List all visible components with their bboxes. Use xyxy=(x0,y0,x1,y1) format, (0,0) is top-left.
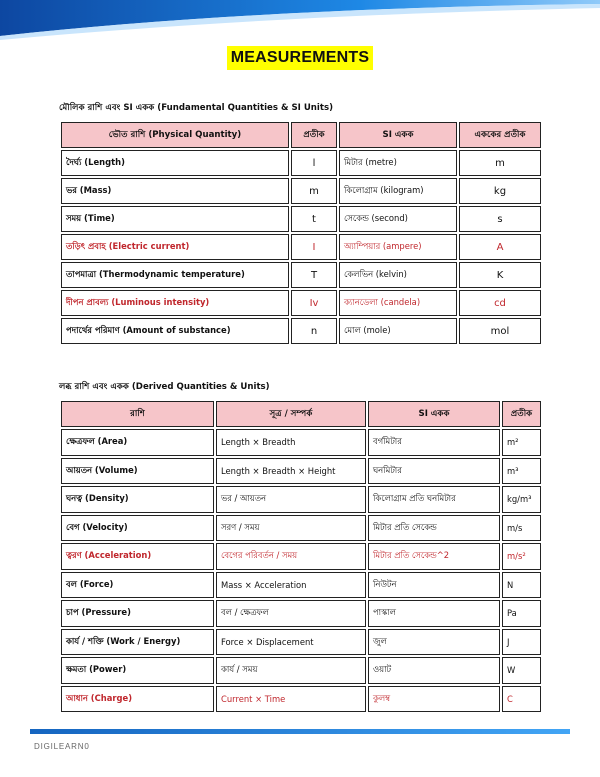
quantity-cell: তাপমাত্রা (Thermodynamic temperature) xyxy=(61,262,289,288)
unit-cell: মিটার প্রতি সেকেন্ড^2 xyxy=(368,543,500,570)
unit-cell: কেলভিন (kelvin) xyxy=(339,262,457,288)
header-cell: SI একক xyxy=(368,401,500,427)
derived-heading: লব্ধ রাশি এবং একক (Derived Quantities & Units) xyxy=(59,382,270,392)
unit-cell: পাস্কাল xyxy=(368,600,500,627)
header-cell: রাশি xyxy=(61,401,214,427)
symbol-cell: Iv xyxy=(291,290,337,316)
unit-symbol-cell: cd xyxy=(459,290,541,316)
unit-symbol-cell: mol xyxy=(459,318,541,344)
quantity-cell: দৈর্ঘ্য (Length) xyxy=(61,150,289,176)
quantity-cell: দীপন প্রাবল্য (Luminous intensity) xyxy=(61,290,289,316)
quantity-cell: বেগ (Velocity) xyxy=(61,515,214,542)
formula-cell: Length × Breadth xyxy=(216,429,366,456)
derived-table xyxy=(59,399,543,714)
quantity-cell: সময় (Time) xyxy=(61,206,289,232)
unit-cell: মোল (mole) xyxy=(339,318,457,344)
quantity-cell: ক্ষেত্রফল (Area) xyxy=(61,429,214,456)
table-row xyxy=(61,458,541,485)
header-cell: এককের প্রতীক xyxy=(459,122,541,148)
quantity-cell: পদার্থের পরিমাণ (Amount of substance) xyxy=(61,318,289,344)
table-row xyxy=(61,686,541,713)
quantity-cell: ক্ষমতা (Power) xyxy=(61,657,214,684)
fundamental-table xyxy=(59,120,543,346)
quantity-cell: ভর (Mass) xyxy=(61,178,289,204)
header-cell: প্রতীক xyxy=(291,122,337,148)
unit-symbol-cell: kg xyxy=(459,178,541,204)
unit-cell: ওয়াট xyxy=(368,657,500,684)
page-title: MEASUREMENTS xyxy=(227,46,373,70)
header-cell: ভৌত রাশি (Physical Quantity) xyxy=(61,122,289,148)
quantity-cell: আধান (Charge) xyxy=(61,686,214,713)
unit-cell: নিউটন xyxy=(368,572,500,599)
header-cell: প্রতীক xyxy=(502,401,541,427)
table-row xyxy=(61,234,541,260)
formula-cell: Force × Displacement xyxy=(216,629,366,656)
unit-cell: অ্যাম্পিয়ার (ampere) xyxy=(339,234,457,260)
symbol-cell: I xyxy=(291,234,337,260)
quantity-cell: ত্বরণ (Acceleration) xyxy=(61,543,214,570)
unit-cell: কিলোগ্রাম প্রতি ঘনমিটার xyxy=(368,486,500,513)
quantity-cell: আয়তন (Volume) xyxy=(61,458,214,485)
table-row xyxy=(61,318,541,344)
unit-symbol-cell: A xyxy=(459,234,541,260)
symbol-cell: m² xyxy=(502,429,541,456)
table-header-row xyxy=(61,401,541,427)
quantity-cell: বল (Force) xyxy=(61,572,214,599)
symbol-cell: N xyxy=(502,572,541,599)
footer-bar xyxy=(30,729,570,734)
table-row xyxy=(61,600,541,627)
symbol-cell: t xyxy=(291,206,337,232)
formula-cell: Current × Time xyxy=(216,686,366,713)
unit-cell: বর্গমিটার xyxy=(368,429,500,456)
top-wave-decoration xyxy=(0,0,600,40)
table-row xyxy=(61,290,541,316)
unit-cell: ঘনমিটার xyxy=(368,458,500,485)
footer-brand: DIGILEARN0 xyxy=(34,742,90,751)
symbol-cell: m xyxy=(291,178,337,204)
unit-cell: জুল xyxy=(368,629,500,656)
symbol-cell: T xyxy=(291,262,337,288)
quantity-cell: ঘনত্ব (Density) xyxy=(61,486,214,513)
table-row xyxy=(61,150,541,176)
symbol-cell: m/s xyxy=(502,515,541,542)
fundamental-heading: মৌলিক রাশি এবং SI একক (Fundamental Quantities & SI Units) xyxy=(59,103,334,113)
symbol-cell: n xyxy=(291,318,337,344)
formula-cell: সরণ / সময় xyxy=(216,515,366,542)
formula-cell: Length × Breadth × Height xyxy=(216,458,366,485)
unit-cell: মিটার প্রতি সেকেন্ড xyxy=(368,515,500,542)
symbol-cell: kg/m³ xyxy=(502,486,541,513)
quantity-cell: চাপ (Pressure) xyxy=(61,600,214,627)
unit-cell: সেকেন্ড (second) xyxy=(339,206,457,232)
unit-symbol-cell: s xyxy=(459,206,541,232)
formula-cell: বল / ক্ষেত্রফল xyxy=(216,600,366,627)
symbol-cell: m³ xyxy=(502,458,541,485)
table-row xyxy=(61,629,541,656)
formula-cell: Mass × Acceleration xyxy=(216,572,366,599)
unit-cell: মিটার (metre) xyxy=(339,150,457,176)
table-row xyxy=(61,543,541,570)
symbol-cell: Pa xyxy=(502,600,541,627)
symbol-cell: l xyxy=(291,150,337,176)
formula-cell: বেগের পরিবর্তন / সময় xyxy=(216,543,366,570)
symbol-cell: J xyxy=(502,629,541,656)
table-row xyxy=(61,178,541,204)
table-row xyxy=(61,515,541,542)
table-row xyxy=(61,657,541,684)
table-row xyxy=(61,429,541,456)
table-row xyxy=(61,486,541,513)
header-cell: SI একক xyxy=(339,122,457,148)
formula-cell: কার্য / সময় xyxy=(216,657,366,684)
table-row xyxy=(61,262,541,288)
unit-cell: কিলোগ্রাম (kilogram) xyxy=(339,178,457,204)
header-cell: সূত্র / সম্পর্ক xyxy=(216,401,366,427)
quantity-cell: কার্য / শক্তি (Work / Energy) xyxy=(61,629,214,656)
unit-symbol-cell: K xyxy=(459,262,541,288)
formula-cell: ভর / আয়তন xyxy=(216,486,366,513)
table-header-row xyxy=(61,122,541,148)
unit-cell: কুলম্ব xyxy=(368,686,500,713)
symbol-cell: C xyxy=(502,686,541,713)
unit-cell: ক্যানডেলা (candela) xyxy=(339,290,457,316)
symbol-cell: W xyxy=(502,657,541,684)
title-wrap xyxy=(0,46,600,70)
quantity-cell: তড়িৎ প্রবাহ (Electric current) xyxy=(61,234,289,260)
symbol-cell: m/s² xyxy=(502,543,541,570)
table-row xyxy=(61,572,541,599)
table-row xyxy=(61,206,541,232)
unit-symbol-cell: m xyxy=(459,150,541,176)
